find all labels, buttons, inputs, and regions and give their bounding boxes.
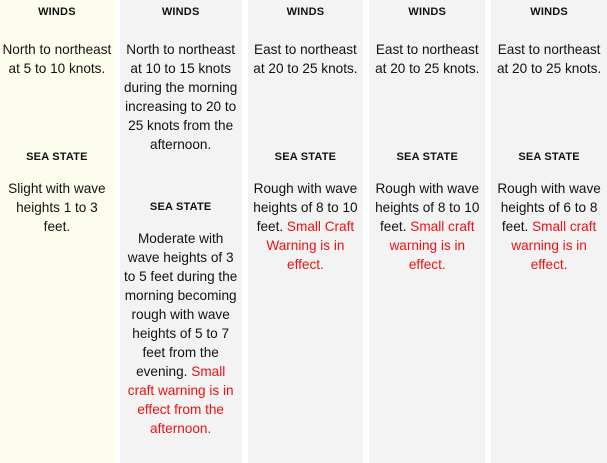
sea-state-header: SEA STATE bbox=[149, 201, 212, 213]
sea-state-header: SEA STATE bbox=[274, 151, 337, 163]
sea-state-description: Rough with wave heights of 8 to 10 feet. bbox=[375, 181, 480, 234]
sea-state-text bbox=[122, 229, 240, 438]
sea-state-text bbox=[252, 179, 360, 274]
sea-state-text bbox=[4, 179, 110, 236]
sea-state-description: Rough with wave heights of 6 to 8 feet. bbox=[497, 181, 601, 234]
forecast-column-day-4 bbox=[491, 0, 607, 463]
winds-text: East to northeast at 20 to 25 knots. bbox=[253, 42, 358, 76]
winds-header: WINDS bbox=[38, 6, 76, 18]
forecast-column-day-1 bbox=[120, 0, 242, 463]
winds-text: East to northeast at 20 to 25 knots. bbox=[496, 42, 602, 76]
winds-header: WINDS bbox=[530, 6, 568, 18]
winds-text: North to northeast at 5 to 10 knots. bbox=[2, 42, 112, 76]
sea-state-header: SEA STATE bbox=[396, 151, 458, 163]
small-craft-warning: Small craft warning is in effect. bbox=[389, 219, 475, 272]
small-craft-warning: Small craft warning is in effect. bbox=[511, 219, 597, 272]
winds-header: WINDS bbox=[408, 6, 447, 18]
winds-text: East to northeast at 20 to 25 knots. bbox=[375, 42, 480, 76]
winds-text: North to northeast at 10 to 15 knots during the morning increasing to 20 to 25 knots from the afternoon. bbox=[123, 42, 238, 152]
small-craft-warning: Small Craft Warning is in effect. bbox=[266, 219, 355, 272]
sea-state-header: SEA STATE bbox=[518, 151, 580, 163]
sea-state-header: SEA STATE bbox=[26, 151, 88, 163]
sea-state-description: Rough with wave heights of 8 to 10 feet. bbox=[253, 181, 358, 234]
forecast-column-day-2 bbox=[248, 0, 364, 463]
winds-header: WINDS bbox=[286, 6, 325, 18]
sea-state-description: Slight with wave heights 1 to 3 feet. bbox=[8, 181, 106, 234]
small-craft-warning: Small craft warning is in effect from the afternoon. bbox=[127, 364, 234, 436]
winds-header: WINDS bbox=[161, 6, 200, 18]
sea-state-text bbox=[495, 179, 603, 274]
sea-state-text bbox=[373, 179, 481, 274]
sea-state-description: Moderate with wave heights of 3 to 5 feet during the morning becoming rough with wave heights of 5 to 7 feet from the evening. bbox=[123, 231, 238, 379]
forecast-column-today bbox=[0, 0, 114, 463]
forecast-column-day-3 bbox=[369, 0, 485, 463]
